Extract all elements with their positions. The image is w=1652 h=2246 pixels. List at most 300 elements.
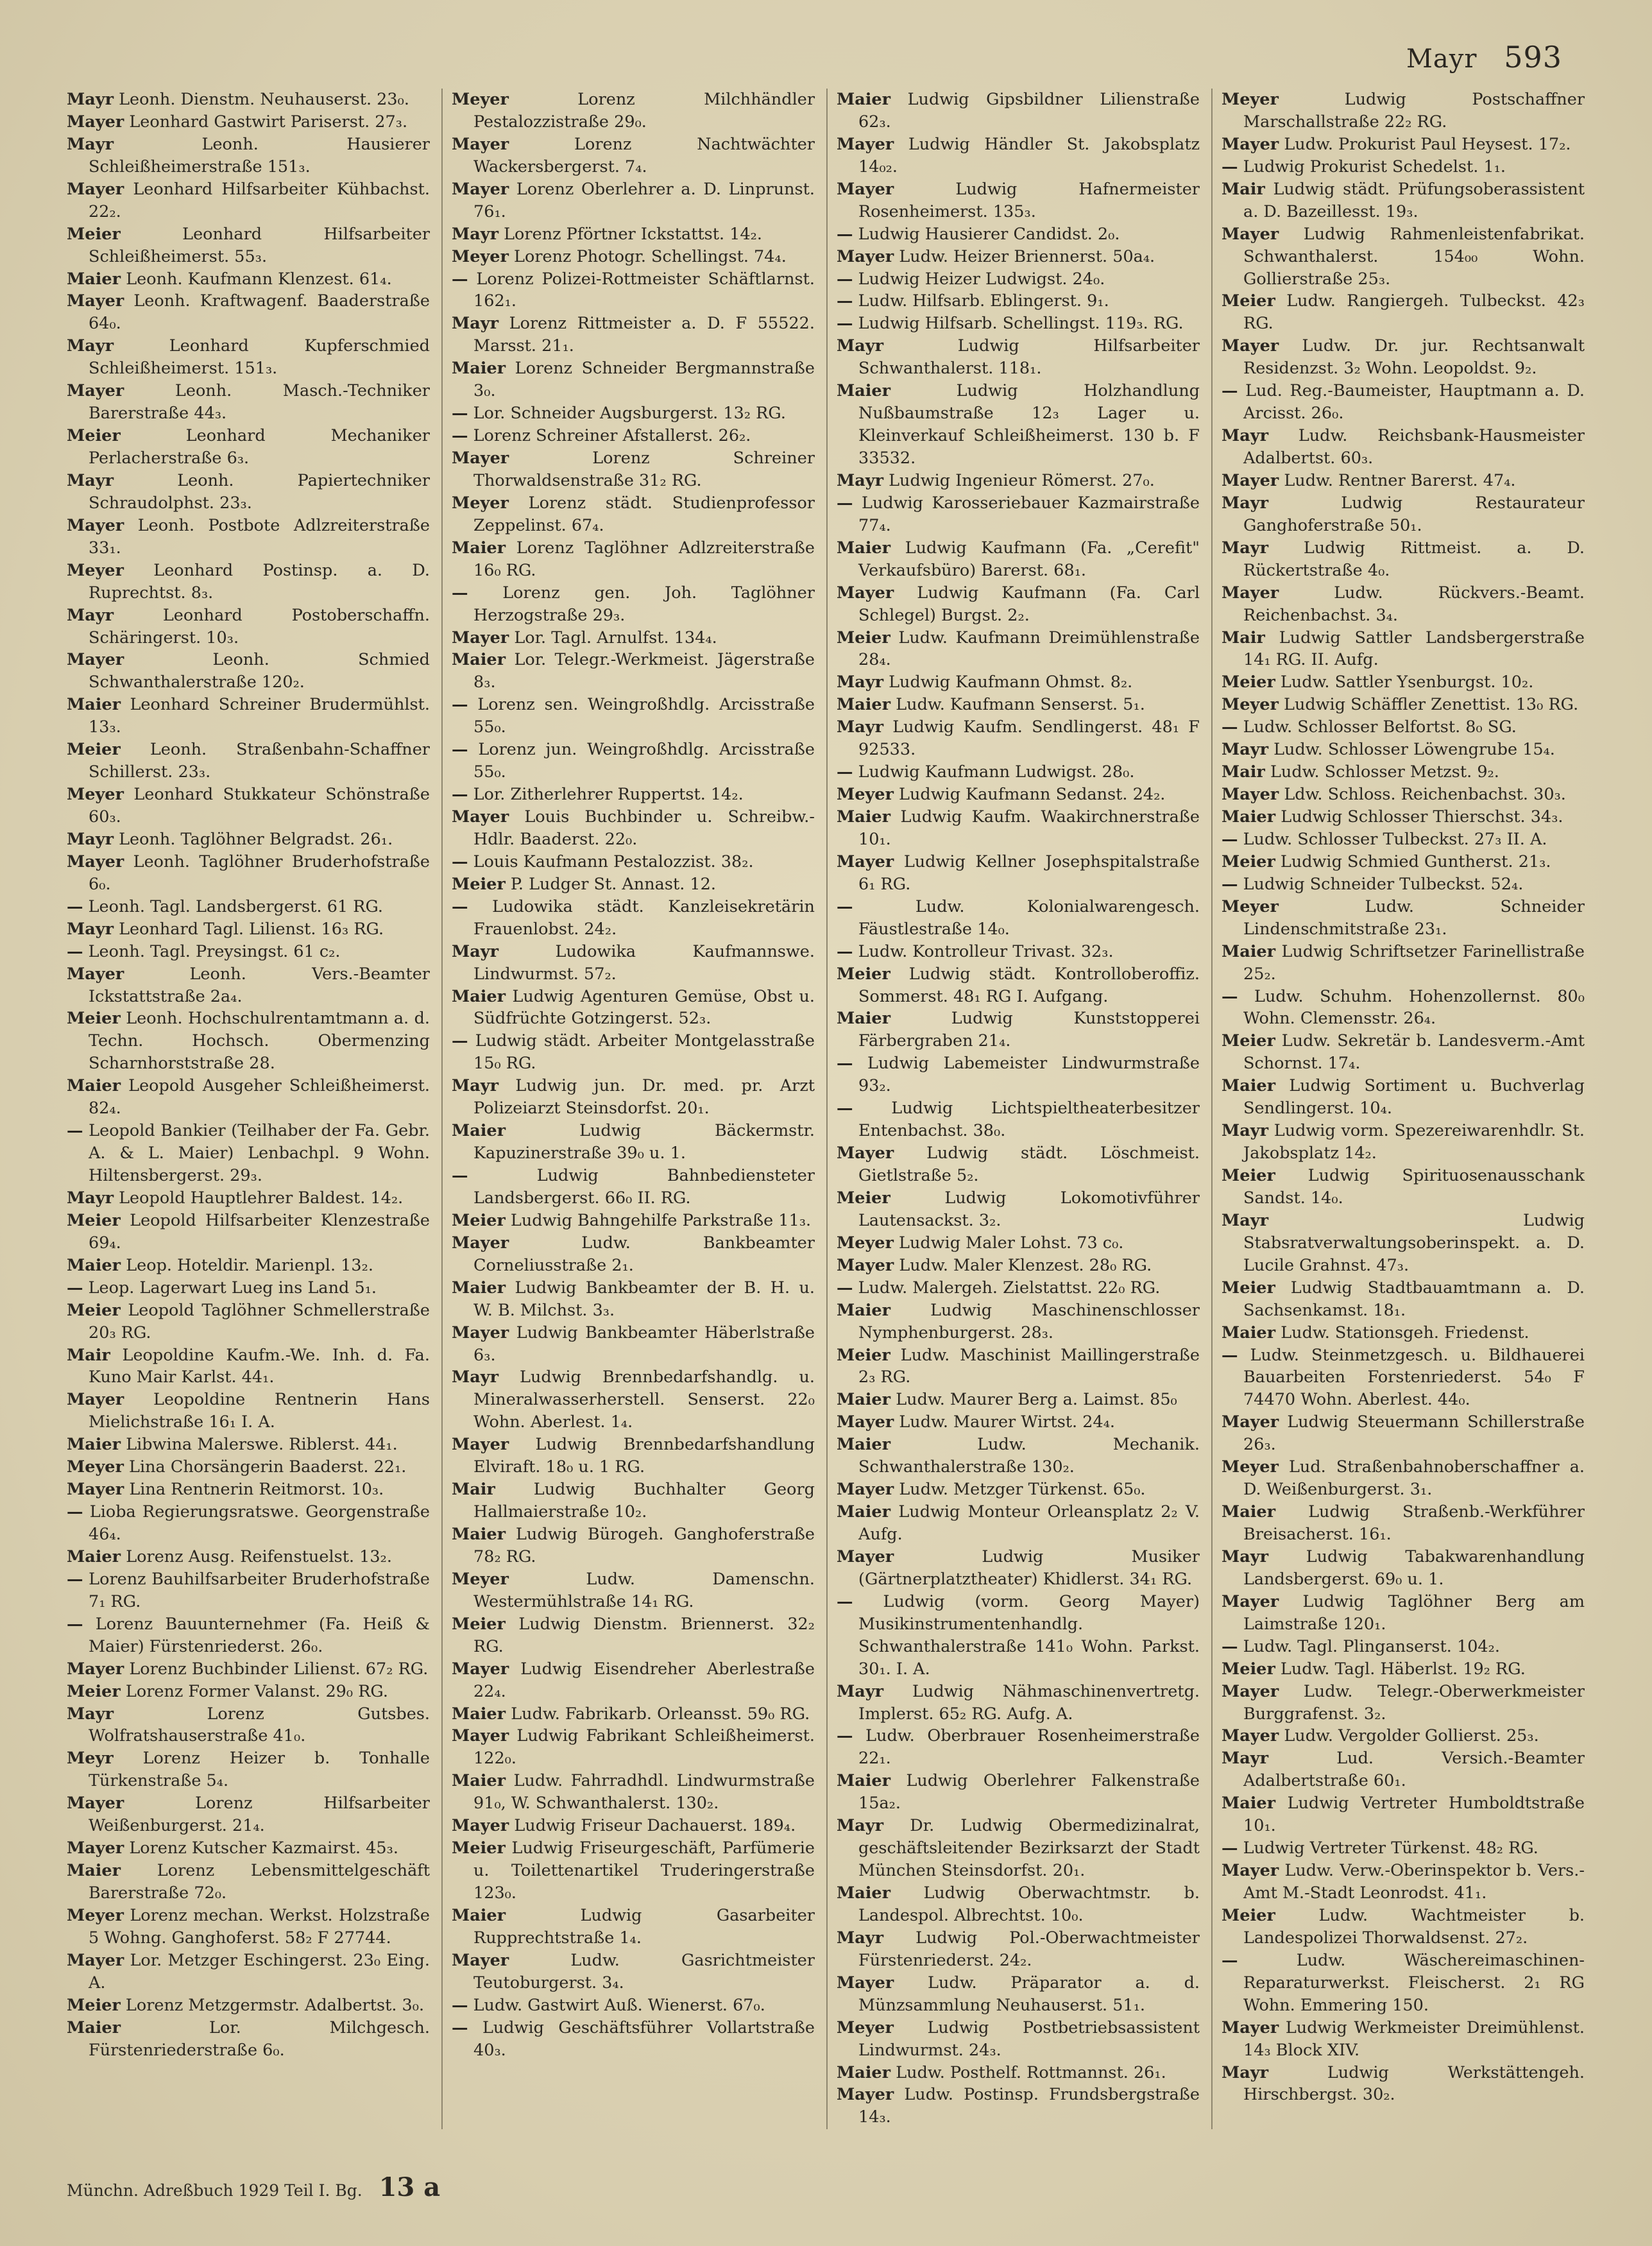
entry-surname: Mayer [837,1412,894,1432]
entry-surname: — [67,896,83,916]
entry-details: Ludw. Telegr.-Oberwerkmeister Burggrafenst. 3₂. [1243,1681,1585,1724]
entry-details: Ludwig Nähmaschinenvertretg. Implerst. 65₂ RG. Aufg. A. [858,1681,1200,1724]
directory-entry [67,1681,430,1703]
directory-entry [452,1568,815,1613]
entry-details: Ludwig Eisendreher Aberlestraße 22₄. [473,1659,815,1701]
directory-entry [837,1815,1200,1882]
directory-entry [67,1210,430,1255]
directory-entry [1222,941,1585,986]
directory-entry [67,1299,430,1344]
entry-details: Lorenz gen. Joh. Taglöhner Herzogstraße 29₃. [473,583,815,625]
directory-entry [1222,290,1585,335]
directory-entry [452,1322,815,1367]
entry-details: Ludwig Friseurgeschäft, Parfümerie u. Toilettenartikel Truderingerstraße 123₀. [473,1839,815,1903]
entry-details: Leonh. Postbote Adlzreiterstraße 33₁. [89,515,430,558]
directory-entry [837,1277,1200,1299]
directory-entry [452,649,815,694]
entry-details: Ludw. Verw.-Oberinspektor b. Vers.-Amt M.-Stadt Leonrodst. 41₁. [1243,1861,1585,1903]
entry-details: Ludwig städt. Arbeiter Montgelasstraße 15₀ RG. [473,1031,815,1074]
entry-surname: Mayr [452,224,499,244]
entry-surname: — [452,740,468,760]
entry-details: Lud. Reg.-Baumeister, Hauptmann a. D. Arcisst. 26₀. [1243,381,1585,424]
entry-surname: Maier [452,986,506,1006]
entry-details: Leonh. Vers.-Beamter Ickstattstraße 2a₄. [89,964,430,1006]
entry-details: Leonh. Dienstm. Neuhauserst. 23₀. [119,90,409,109]
entry-details: Ludwig Kunststopperei Färbergraben 21₄. [858,1009,1200,1051]
directory-entry [1222,89,1585,133]
directory-entry [837,963,1200,1008]
entry-surname: — [1222,717,1238,737]
directory-entry [452,1994,815,2017]
entry-details: Ludwig jun. Dr. med. pr. Arzt Polizeiarzt Steinsdorfst. 20₁. [473,1076,815,1119]
entry-details: Ludwig Postbetriebsassistent Lindwurmst. 24₃. [858,2018,1200,2060]
directory-entry [452,268,815,313]
entry-surname: Mayer [1222,1412,1279,1432]
entry-surname: Meier [1222,291,1275,311]
entry-surname: Mayer [67,964,124,984]
directory-entry [1222,828,1585,851]
directory-entry [1222,671,1585,694]
entry-surname: Meier [1222,1905,1275,1925]
entry-details: Ludw. Schlosser Tulbeckst. 27₃ II. A. [1243,829,1547,849]
entry-surname: Mayer [1222,2018,1279,2037]
directory-entry [452,1905,815,1950]
directory-entry [1222,1546,1585,1591]
entry-surname: Mayr [67,134,114,154]
directory-entry [837,89,1200,133]
entry-surname: — [1222,381,1238,401]
entry-details: Lor. Metzger Eschingerst. 23₀ Eing. A. [89,1950,430,1993]
entry-details: Leopoldine Rentnerin Hans Mielichstraße 16₁ I. A. [89,1390,430,1432]
entry-surname: Mayr [837,1681,884,1701]
entry-details: Leop. Lagerwart Lueg ins Land 5₁. [88,1278,377,1298]
directory-entry [837,1501,1200,1546]
entry-surname: Mayer [837,1547,894,1566]
entry-surname: Mayer [452,1726,509,1746]
entry-surname: — [1222,1950,1238,1970]
entry-details: P. Ludger St. Annast. 12. [510,874,716,894]
entry-details: Ludwig Bahngehilfe Parkstraße 11₃. [510,1210,812,1230]
entry-details: Ludwig Pol.-Oberwachtmeister Fürstenriederst. 24₂. [858,1928,1200,1970]
directory-entry [837,313,1200,335]
entry-details: Leonh. Straßenbahn-Schaffner Schillerst. 23₃. [89,740,430,782]
entry-surname: Mayer [67,1480,124,1500]
directory-entry [837,1591,1200,1681]
entry-details: Lorenz Polizei-Rottmeister Schäftlarnst. 162₁. [473,269,815,311]
directory-entry [837,671,1200,694]
entry-surname: — [452,404,468,424]
entry-surname: Mayr [1222,740,1269,760]
entry-details: Leonhard Schreiner Brudermühlst. 13₃. [89,695,430,737]
entry-details: Ludwig Straßenb.-Werkführer Breisacherst. 16₁. [1243,1502,1585,1544]
directory-entry [67,1479,430,1501]
entry-details: Ludwig Schlosser Thierschst. 34₃. [1281,807,1563,827]
entry-details: Ludwig Vertreter Humboldtstraße 10₁. [1243,1794,1585,1836]
entry-surname: — [452,583,468,603]
entry-surname: Maier [452,359,506,379]
directory-entry [67,133,430,178]
directory-entry [1222,694,1585,716]
directory-entry [837,806,1200,851]
directory-entry [452,851,815,873]
entry-surname: Maier [67,1255,121,1275]
directory-entry [1222,1837,1585,1860]
entry-details: Leopold Hauptlehrer Baldest. 14₂. [119,1188,404,1208]
directory-entry [837,1725,1200,1770]
entry-surname: Mayer [67,381,124,401]
entry-details: Lorenz Buchbinder Lilienst. 67₂ RG. [129,1659,429,1679]
entry-details: Lorenz Former Valanst. 29₀ RG. [125,1681,388,1701]
entry-details: Ludwig Gasarbeiter Rupprechtstraße 1₄. [473,1905,815,1948]
entry-surname: Mayer [452,179,509,199]
entry-surname: Mayer [67,1794,124,1813]
entry-surname: Meyr [67,1749,114,1769]
entry-surname: Maier [67,2018,121,2037]
directory-entry [67,560,430,604]
directory-entry [452,1277,815,1322]
entry-details: Ludw. Schuhm. Hohenzollernst. 80₀ Wohn. Clemensstr. 26₄. [1243,986,1585,1029]
entry-details: Ludwig Stadtbauamtmann a. D. Sachsenkamst. 18₁. [1243,1278,1585,1320]
entry-details: Leonhard Stukkateur Schönstraße 60₃. [89,785,430,827]
entry-details: Ludwig Hausierer Candidst. 2₀. [858,224,1120,244]
entry-details: Ludw. Malergeh. Zielstattst. 22₀ RG. [858,1278,1161,1298]
entry-surname: — [837,291,853,311]
directory-entry [452,1725,815,1770]
entry-details: Ludwig Händler St. Jakobsplatz 14₀₂. [858,134,1200,176]
entry-surname: — [837,1591,853,1611]
entry-details: Ludwig Labemeister Lindwurmstraße 93₂. [858,1054,1200,1096]
entry-surname: Mayr [1222,1210,1269,1230]
entry-surname: — [67,1569,83,1589]
entry-surname: Mayer [452,807,509,827]
entry-details: Ludwig Maler Lohst. 73 c₀. [899,1233,1124,1253]
entry-surname: Mayr [1222,1749,1269,1769]
directory-entry [837,1546,1200,1591]
directory-entry [67,1568,430,1613]
entry-details: Ludwig Restaurateur Ganghoferstraße 50₁. [1243,493,1585,535]
entry-details: Ludw. Präparator a. d. Münzsammlung Neuhauserst. 51₁. [858,1973,1200,2015]
entry-surname: Mayr [837,1816,884,1836]
entry-surname: Mayer [837,1144,894,1163]
entry-details: Lorenz Pförtner Ickstattst. 14₂. [504,224,763,244]
entry-surname: Mayr [452,314,499,334]
entry-details: Ludw. Heizer Briennerst. 50a₄. [899,246,1155,266]
entry-surname: Mayr [67,90,114,109]
entry-surname: Mayer [1222,134,1279,154]
entry-surname: Meier [67,1009,121,1029]
entry-surname: Meier [1222,1166,1275,1185]
entry-details: Ludw. Rentner Barerst. 47₄. [1284,470,1516,490]
entry-details: Ludw. Kaufmann Senserst. 5₁. [896,695,1145,715]
entry-details: Ludw. Hilfsarb. Eblingerst. 9₁. [858,291,1109,311]
entry-details: Ludw. Wachtmeister b. Landespolizei Thorwaldsenst. 27₂. [1243,1905,1585,1948]
entry-surname: Maier [1222,1502,1276,1522]
entry-details: Ludw. Tagl. Plinganserst. 104₂. [1243,1636,1500,1656]
entry-surname: Maier [837,381,891,401]
directory-entry [452,89,815,133]
entry-surname: Meyer [1222,695,1279,715]
entry-details: Libwina Malerswe. Riblerst. 44₁. [126,1435,398,1455]
entry-details: Ludwig Hilfsarbeiter Schwanthalerst. 118₁. [858,336,1200,379]
entry-details: Ludwig Spirituosenausschank Sandst. 14₀. [1243,1166,1585,1208]
entry-surname: Mayer [452,1233,509,1253]
entry-details: Lorenz Schneider Bergmannstraße 3₀. [473,359,815,401]
entry-surname: Meyer [1222,1457,1279,1477]
directory-entry [1222,2062,1585,2107]
entry-details: Ludw. Mechanik. Schwanthalerstraße 130₂. [858,1435,1200,1477]
directory-entry [1222,1030,1585,1075]
entry-details: Lorenz sen. Weingroßhdlg. Arcisstraße 55₀. [473,695,815,737]
entry-details: Ludwig Heizer Ludwigst. 24₀. [858,269,1105,289]
directory-entry [1222,1501,1585,1546]
entry-details: Ludw. Fabrikarb. Orleansst. 59₀ RG. [511,1704,810,1724]
entry-details: Lor. Telegr.-Werkmeist. Jägerstraße 8₃. [473,650,815,692]
entry-details: Ludw. Rangiergeh. Tulbeckst. 42₃ RG. [1243,291,1585,334]
directory-entry [452,627,815,649]
entry-details: Leonhard Mechaniker Perlacherstraße 6₃. [89,426,430,468]
entry-surname: Mair [1222,628,1265,647]
directory-entry [452,1210,815,1232]
entry-surname: Maier [837,2062,891,2082]
entry-details: Ludwig Bürogeh. Ganghoferstraße 78₂ RG. [473,1525,815,1566]
entry-surname: Meier [67,426,121,446]
entry-details: Lor. Zitherlehrer Ruppertst. 14₂. [473,785,744,805]
directory-entry [837,896,1200,941]
entry-details: Ludwig Agenturen Gemüse, Obst u. Südfrüchte Gotzingerst. 52₃. [473,986,815,1029]
directory-entry [67,1837,430,1860]
page-number: 593 [1504,40,1562,74]
entry-details: Ludw. Metzger Türkenst. 65₀. [899,1480,1146,1500]
entry-surname: Meier [1222,1659,1275,1679]
entry-surname: — [452,695,468,715]
entry-details: Ludwig Tabakwarenhandlung Landsbergerst. 69₀ u. 1. [1243,1547,1585,1589]
entry-surname: Mayr [67,605,114,625]
entry-details: Ludwig Dienstm. Briennerst. 32₂ RG. [473,1614,815,1656]
entry-surname: Mayr [837,673,884,692]
entry-surname: Maier [837,1390,891,1410]
entry-surname: — [67,941,83,961]
entry-surname: Mayer [67,112,124,132]
directory-entry [1222,1165,1585,1210]
entry-details: Lorenz Photogr. Schellingst. 74₄. [514,246,787,266]
entry-surname: Mayr [837,336,884,356]
directory-entry [67,1255,430,1277]
directory-entry [67,1075,430,1120]
directory-entry [67,1747,430,1792]
directory-entry [837,1434,1200,1479]
entry-details: Ludw. Stationsgeh. Friedenst. [1281,1323,1529,1342]
entry-details: Ludwig Friseur Dachauerst. 189₄. [514,1816,796,1836]
directory-entry [837,492,1200,537]
entry-surname: Mayer [1222,1591,1279,1611]
directory-entry [1222,896,1585,941]
entry-details: Ludwig Fabrikant Schleißheimerst. 122₀. [473,1726,815,1769]
entry-details: Ludw. Oberbrauer Rosenheimerstraße 22₁. [858,1726,1200,1769]
directory-entry [1222,1860,1585,1905]
entry-details: Ludowika Kaufmannswe. Lindwurmst. 57₂. [473,941,815,984]
directory-entry [67,828,430,851]
directory-entry [837,2017,1200,2062]
entry-surname: Meier [837,628,890,647]
entry-surname: Mayr [1222,538,1269,558]
entry-details: Ludw. Kontrolleur Trivast. 32₃. [858,941,1114,961]
column-1 [67,89,430,2129]
entry-surname: — [452,269,468,289]
entry-details: Lor. Tagl. Arnulfst. 134₄. [514,628,717,647]
entry-surname: Mayer [1222,470,1279,490]
entry-details: Lorenz Lebensmittelgeschäft Barerstraße 72₀. [89,1861,430,1903]
directory-entry [1222,492,1585,537]
directory-entry [837,470,1200,492]
entry-surname: Mayr [837,717,884,737]
directory-entry [452,986,815,1031]
directory-entry [837,1232,1200,1255]
entry-surname: — [837,941,853,961]
entry-details: Ludw. Vergolder Gollierst. 25₃. [1284,1726,1539,1746]
entry-surname: Maier [67,1861,121,1881]
directory-entry [452,1434,815,1479]
entry-details: Leopold Ausgeher Schleißheimerst. 82₄. [89,1076,430,1119]
entry-surname: Maier [837,695,891,715]
entry-details: Ludwig Rittmeist. a. D. Rückertstraße 4₀. [1243,538,1585,580]
entry-surname: Maier [452,1905,506,1925]
directory-entry [1222,1344,1585,1412]
entry-details: Ludwig städt. Prüfungsoberassistent a. D. Bazeillesst. 19₃. [1243,179,1585,221]
entry-surname: — [67,1121,83,1141]
entry-details: Ludwig Schäffler Zenettist. 13₀ RG. [1284,695,1579,715]
entry-surname: — [452,2018,468,2037]
entry-surname: — [452,426,468,446]
entry-details: Lor. Milchgesch. Fürstenriederstraße 6₀. [89,2018,430,2060]
entry-surname: Mayer [67,650,124,670]
entry-surname: Maier [1222,941,1276,961]
entry-surname: Maier [452,1525,506,1544]
entry-details: Ludwig Monteur Orleansplatz 2₂ V. Aufg. [858,1502,1200,1544]
entry-surname: Maier [837,538,891,558]
directory-entry [837,1927,1200,1972]
directory-entry [452,2017,815,2062]
entry-surname: Maier [452,1704,506,1724]
directory-entry [837,1411,1200,1434]
entry-surname: — [452,1031,468,1051]
entry-surname: Maier [837,807,891,827]
directory-entry [1222,873,1585,896]
directory-entry [1222,1681,1585,1726]
entry-surname: — [837,1099,853,1119]
entry-details: Louis Kaufmann Pestalozzist. 38₂. [473,852,754,871]
entry-surname: — [837,1278,853,1298]
entry-surname: Mayr [67,1188,114,1208]
running-header [1406,40,1562,74]
directory-entry [67,604,430,649]
directory-entry [67,1434,430,1456]
column-2 [441,89,815,2129]
entry-surname: — [837,269,853,289]
entry-surname: — [1222,874,1238,894]
entry-details: Ludw. Maurer Berg a. Laimst. 85₀ [896,1390,1177,1410]
entry-details: Lorenz Gutsbes. Wolfratshauserstraße 41₀. [89,1704,430,1746]
directory-entry [452,1030,815,1075]
entry-surname: Maier [837,1009,891,1029]
directory-entry [1222,1636,1585,1658]
directory-entry [67,335,430,380]
entry-surname: — [837,224,853,244]
entry-details: Ludw. Maurer Wirtst. 24₄. [899,1412,1116,1432]
entry-details: Leonh. Taglöhner Belgradst. 26₁. [119,829,393,849]
entry-details: Ludwig Musiker (Gärtnerplatztheater) Khidlerst. 34₁ RG. [858,1547,1200,1589]
directory-entry [1222,133,1585,156]
entry-surname: Mayer [452,449,509,468]
entry-details: Ludw. Maler Klenzest. 28₀ RG. [899,1255,1152,1275]
entry-details: Ludw. Tagl. Häberlst. 19₂ RG. [1280,1659,1526,1679]
entry-details: Ludwig Brennbedarfshandlg. u. Mineralwasserherstell. Senserst. 22₀ Wohn. Aberlest. 1₄. [473,1367,815,1432]
entry-surname: Meyer [452,493,509,513]
entry-details: Ludwig Bäckermstr. Kapuzinerstraße 39₀ u. 1. [473,1121,815,1163]
entry-surname: Mayer [452,1950,509,1970]
entry-surname: Mayer [67,1659,124,1679]
entry-surname: Mayer [837,134,894,154]
entry-details: Ludwig Bahnbediensteter Landsbergerst. 66₀ II. RG. [473,1166,815,1208]
directory-entry [837,380,1200,470]
entry-details: Ludw. Kolonialwarengesch. Fäustlestraße 14₀. [858,896,1200,939]
entry-surname: Mair [452,1480,495,1500]
directory-entry [1222,380,1585,425]
entry-details: Ludw. Sekretär b. Landesverm.-Amt Schornst. 17₄. [1243,1031,1585,1074]
directory-entry [452,941,815,986]
directory-entry [67,739,430,784]
entry-surname: Maier [67,1547,121,1566]
entry-surname: Meier [1222,1278,1275,1298]
entry-details: Ludwig Postschaffner Marschallstraße 22₂ RG. [1243,90,1585,132]
entry-surname: — [837,896,853,916]
entry-details: Ludwig (vorm. Georg Mayer) Musikinstrumentenhandlg. Schwanthalerstraße 141₀ Wohn. Parkst. 30₁. I. A. [858,1591,1200,1679]
entry-details: Leonh. Papiertechniker Schraudolphst. 23₃. [89,470,430,513]
entry-details: Leonhard Hilfsarbeiter Kühbachst. 22₂. [89,179,430,221]
directory-entry [67,380,430,425]
entry-details: Ludwig Kaufmann (Fa. Carl Schlegel) Burgst. 2₂. [858,583,1200,625]
entry-surname: Meyer [67,1905,124,1925]
directory-entry [67,1703,430,1748]
entry-surname: Mayr [1222,426,1269,446]
directory-entry [837,1187,1200,1232]
entry-surname: Mayer [452,628,509,647]
directory-entry [452,357,815,402]
directory-entry [837,537,1200,582]
entry-details: Lorenz Milchhändler Pestalozzistraße 29₀. [473,90,815,132]
entry-details: Leopold Taglöhner Schmellerstraße 20₃ RG. [89,1300,430,1342]
entry-details: Leonhard Hilfsarbeiter Schleißheimerst. 55₃. [89,224,430,266]
directory-entry [67,1187,430,1210]
entry-details: Ludw. Schneider Lindenschmitstraße 23₁. [1243,896,1585,939]
directory-entry [837,133,1200,178]
entry-details: Ludwig Kaufmann Ohmst. 8₂. [889,673,1133,692]
directory-entry [1222,335,1585,380]
entry-details: Lorenz Bauhilfsarbeiter Bruderhofstraße 7₁ RG. [89,1569,430,1611]
entry-surname: — [1222,157,1238,176]
entry-surname: Meier [1222,852,1275,871]
directory-entry [452,1232,815,1277]
entry-details: Leonhard Postoberschaffn. Schäringerst. 10₃. [89,605,430,647]
entry-details: Lud. Versich.-Beamter Adalbertstraße 60₁. [1243,1749,1585,1791]
directory-entry [452,1523,815,1568]
directory-entry [452,133,815,178]
directory-entry [1222,1950,1585,2017]
entry-details: Lorenz Taglöhner Adlzreiterstraße 16₀ RG. [473,538,815,580]
entry-surname: Maier [67,269,121,289]
directory-entry [837,1681,1200,1726]
entry-surname: Mayr [67,829,114,849]
entry-surname: Mayr [837,470,884,490]
